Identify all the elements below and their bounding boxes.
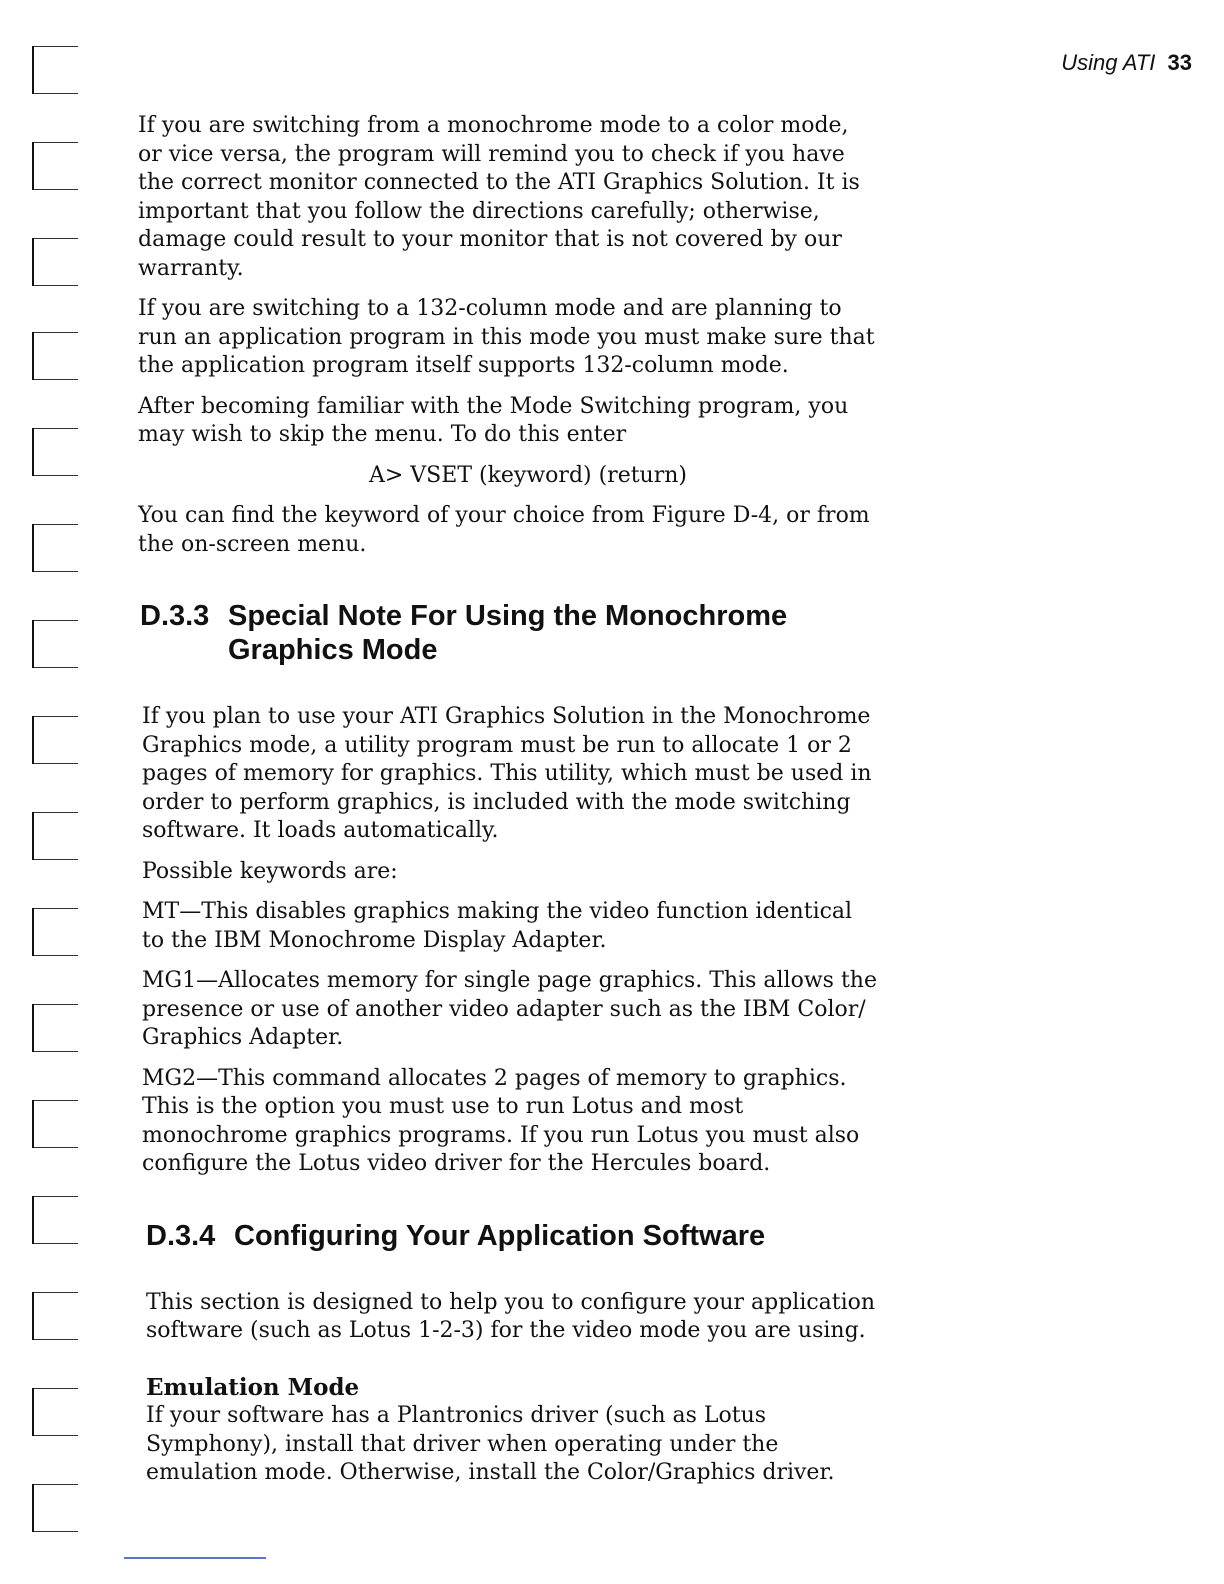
binder-tab-mark <box>32 1484 76 1532</box>
paragraph: If you are switching from a monochrome mode to a color mode, or vice versa, the program will remind you to check if you have the correct monitor connected to the ATI Graphics Solution. It is important that you follow the directions carefully; otherwise, damage could result to your monitor that is not covered by our warranty. <box>138 113 860 281</box>
paragraph: If your software has a Plantronics driver (such as Lotus Symphony), install that driver when operating under the emulation mode. Otherwise, install the Color/Graphics driver. <box>146 1403 835 1485</box>
binder-tab-mark <box>32 1100 76 1148</box>
section-number: D.3.3 <box>140 600 210 632</box>
page-number: 33 <box>1167 50 1192 75</box>
binder-tab-mark <box>32 1292 76 1340</box>
running-header-title: Using ATI <box>1061 50 1156 75</box>
paragraph: Possible keywords are: <box>142 858 398 884</box>
section-heading-d34 <box>146 1219 878 1253</box>
section-heading-d33 <box>140 599 878 667</box>
binder-tab-mark <box>32 1388 76 1436</box>
binder-tab-mark <box>32 908 76 956</box>
paragraph: This section is designed to help you to configure your application software (such as Lotus 1-2-3) for the video mode you are using. <box>146 1289 876 1343</box>
keyword-item-mt: MT—This disables graphics making the video function identical to the IBM Monochrome Display Adapter. <box>142 899 853 953</box>
paragraph: If you are switching to a 132-column mode and are planning to run an application program in this mode you must make sure that the application program itself supports 132-column mode. <box>138 296 875 378</box>
binder-tab-mark <box>32 524 76 572</box>
binder-tab-mark <box>32 812 76 860</box>
command-line: A> VSET (keyword) (return) <box>368 462 687 488</box>
paragraph: You can find the keyword of your choice from Figure D-4, or from the on-screen menu. <box>138 503 870 557</box>
section-title: Configuring Your Application Software <box>234 1219 766 1252</box>
paragraph: After becoming familiar with the Mode Switching program, you may wish to skip the menu. To do this enter <box>138 393 849 447</box>
section-number: D.3.4 <box>146 1219 216 1252</box>
section-title: Special Note For Using the Monochrome Graphics Mode <box>228 600 788 666</box>
running-header <box>1061 50 1192 76</box>
binder-tab-mark <box>32 332 76 380</box>
binder-tab-mark <box>32 716 76 764</box>
binder-tab-mark <box>32 238 76 286</box>
page-body <box>138 112 878 1500</box>
keyword-item-mg1: MG1—Allocates memory for single page graphics. This allows the presence or use of another video adapter such as the IBM Color/ Graphics Adapter. <box>142 968 877 1050</box>
paragraph: If you plan to use your ATI Graphics Solution in the Monochrome Graphics mode, a utility program must be run to allocate 1 or 2 pages of memory for graphics. This utility, which must be used in order to perform graphics, is included with the mode switching software. It loads automatically. <box>142 704 872 843</box>
footer-rule <box>124 1557 266 1559</box>
binder-tab-mark <box>32 142 76 190</box>
binder-tab-mark <box>32 1004 76 1052</box>
subheading-emulation-mode: Emulation Mode <box>146 1373 360 1401</box>
binder-tab-mark <box>32 46 76 94</box>
keyword-item-mg2: MG2—This command allocates 2 pages of memory to graphics. This is the option you must use to run Lotus and most monochrome graphics programs. If you run Lotus you must also configure the Lotus video driver for the Hercules board. <box>142 1065 860 1176</box>
binder-tab-mark <box>32 620 76 668</box>
binder-tab-mark <box>32 1196 76 1244</box>
binder-tab-mark <box>32 428 76 476</box>
